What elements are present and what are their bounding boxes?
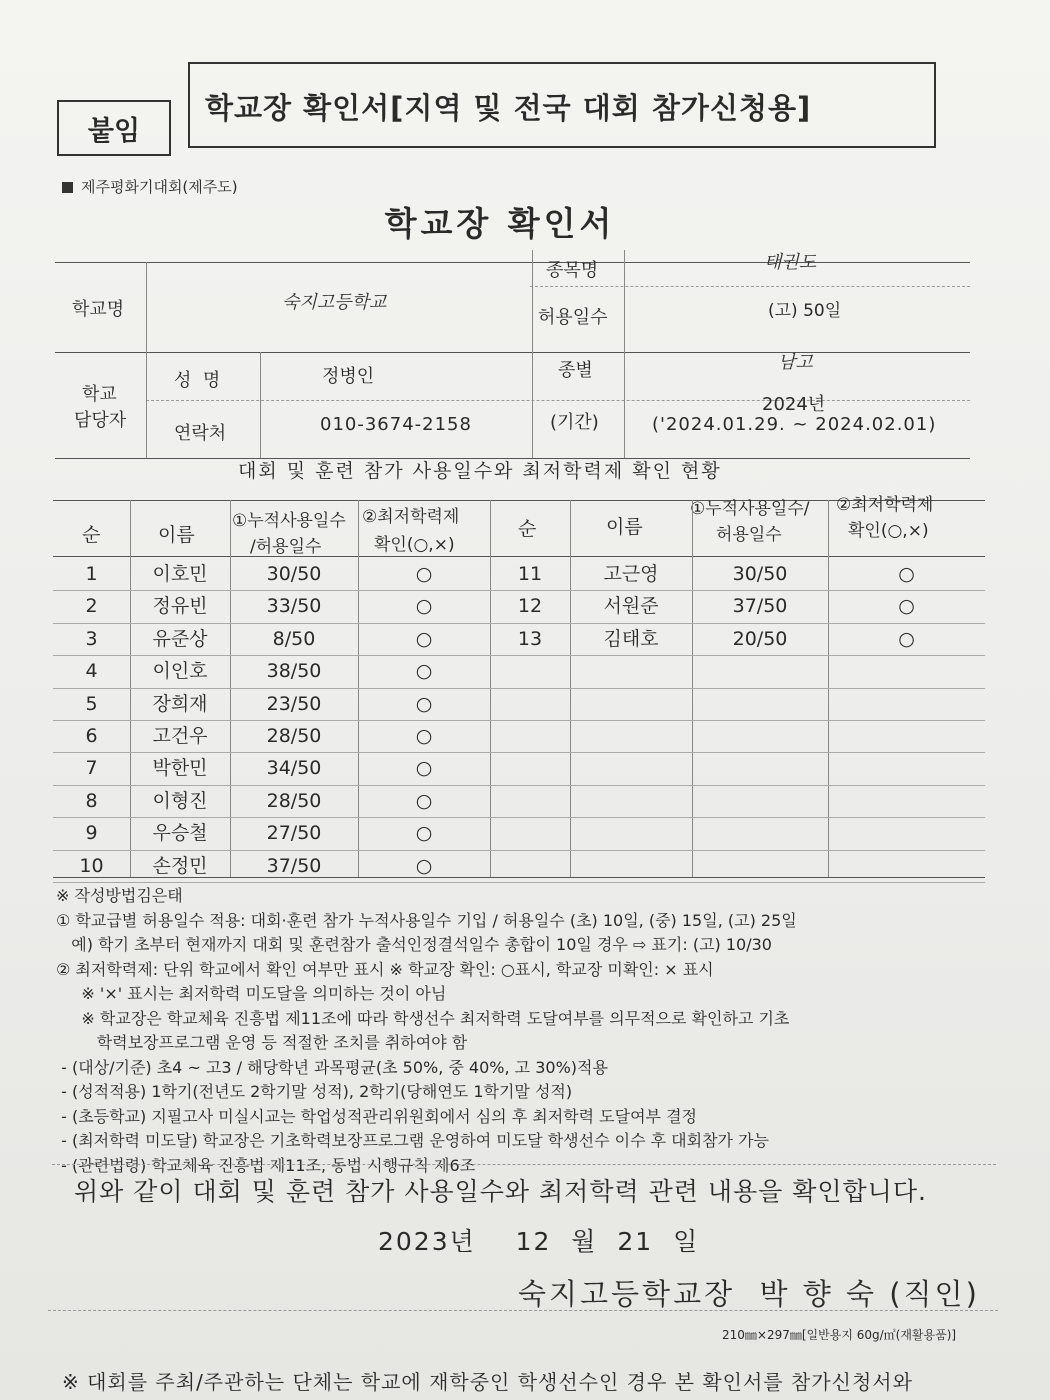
cell-no-right: 13 — [517, 627, 543, 650]
paper-spec: 210㎜×297㎜[일반용지 60g/㎡(재활용품)] — [722, 1328, 957, 1342]
cell-check: ○ — [415, 822, 433, 845]
date-day-unit: 일 — [673, 1227, 700, 1256]
cell-check: ○ — [415, 627, 433, 650]
period-year: 2024년 — [762, 394, 826, 415]
cell-name: 우승철 — [152, 822, 208, 845]
cell-check: ○ — [415, 757, 433, 780]
cell-days: 34/50 — [266, 757, 322, 780]
instruction-line: 예) 학기 초부터 현재까지 대회 및 훈련참가 출석인정결석일수 총합이 10일 경우 ⇨ 표기: (고) 10/30 — [56, 935, 772, 954]
table-row — [53, 623, 985, 656]
school-value: 숙지고등학교 — [282, 292, 387, 313]
cell-no: 1 — [85, 563, 98, 585]
confirm-statement: 위와 같이 대회 및 훈련 참가 사용일수와 최저학력 관련 내용을 확인합니다. — [74, 1177, 927, 1206]
instruction-line: - (성적적용) 1학기(전년도 2학기말 성적), 2학기(당해연도 1학기말 성적) — [56, 1082, 573, 1101]
cell-no: 4 — [85, 660, 98, 683]
cell-check: ○ — [415, 725, 433, 747]
col-header-name: 이름 — [158, 524, 195, 546]
col-header-check-right-2: 확인(○,×) — [848, 521, 929, 541]
cell-name-right: 서원준 — [603, 595, 659, 618]
col-header-no-right: 순 — [518, 518, 537, 540]
info-line — [55, 352, 970, 353]
col-header-no: 순 — [82, 524, 101, 546]
info-divider — [624, 250, 625, 458]
cell-no: 7 — [85, 757, 98, 780]
footer-note: ※ 대회를 주최/주관하는 단체는 학교에 재학중인 학생선수인 경우 본 확인서를 참가신청서와 — [62, 1370, 913, 1394]
date-day: 21 — [617, 1227, 654, 1256]
instruction-line: ※ 작성방법김은태 — [56, 886, 183, 905]
cell-days: 28/50 — [266, 789, 322, 812]
table-row — [53, 688, 985, 721]
sport-value: 태권도 — [764, 252, 817, 273]
allowed-label: 허용일수 — [538, 307, 608, 328]
info-line — [146, 400, 970, 401]
cell-name-right: 고근영 — [603, 563, 659, 585]
cell-name: 장희재 — [152, 692, 208, 715]
col-header-days-1: ①누적사용일수 — [232, 511, 346, 531]
cell-days-right: 30/50 — [732, 563, 788, 585]
issue-date — [378, 1222, 699, 1258]
cell-days: 33/50 — [266, 595, 322, 618]
instruction-line: ① 학교급별 허용일수 적용: 대회·훈련 참가 누적사용일수 기입 / 허용일수 (초) 10일, (중) 15일, (고) 25일 — [56, 910, 797, 930]
cell-name: 손정민 — [152, 854, 208, 877]
cell-no: 3 — [85, 627, 98, 650]
col-header-check-right-1: ②최저학력제 — [836, 495, 934, 515]
name-label: 성 명 — [174, 370, 221, 391]
cell-days: 27/50 — [266, 822, 322, 845]
col-header-days-right-2: 허용일수 — [716, 525, 782, 545]
cell-days: 8/50 — [272, 627, 316, 650]
cell-check-right: ○ — [898, 563, 915, 585]
instructions — [56, 884, 996, 1178]
instruction-line: - (최저학력 미도달) 학교장은 기초학력보장프로그램 운영하여 미도달 학생선수 이수 후 대회참가 가능 — [56, 1131, 769, 1150]
col-header-check-2: 확인(○,×) — [374, 535, 455, 555]
table-row — [53, 655, 985, 688]
cell-name: 박한민 — [152, 757, 208, 780]
cell-days-right: 37/50 — [732, 595, 788, 618]
cell-no: 9 — [85, 822, 98, 845]
square-bullet-icon — [62, 182, 73, 193]
cell-check: ○ — [415, 789, 433, 812]
name-value: 정병인 — [322, 366, 375, 387]
instruction-line: - (대상/기준) 초4 ~ 고3 / 해당학년 과목평균(초 50%, 중 40%, 고 30%)적용 — [56, 1057, 608, 1077]
cell-check: ○ — [415, 660, 433, 683]
info-divider — [146, 262, 147, 458]
col-header-name-right: 이름 — [606, 516, 643, 538]
cell-check-right: ○ — [898, 595, 915, 618]
cell-no: 5 — [85, 692, 98, 715]
cell-no: 8 — [85, 789, 98, 812]
table-row — [53, 817, 985, 850]
col-header-check-1: ②최저학력제 — [362, 507, 460, 527]
table-row — [53, 720, 985, 753]
cell-name: 이호민 — [152, 563, 208, 585]
principal-signature: 숙지고등학교장 박 향 숙 (직인) — [518, 1277, 980, 1311]
table-row — [53, 850, 985, 883]
attachment-label: 붙임 — [57, 100, 171, 156]
signature-separator — [48, 1310, 998, 1311]
notes-separator — [52, 1164, 996, 1165]
cell-name: 정유빈 — [152, 595, 208, 618]
sport-label: 종목명 — [546, 260, 599, 281]
instruction-line: ※ '×' 표시는 최저학력 미도달을 의미하는 것이 아님 — [56, 984, 447, 1003]
cell-no-right: 12 — [517, 595, 543, 618]
cell-check: ○ — [415, 595, 433, 618]
cell-no: 2 — [85, 595, 98, 618]
cell-days: 23/50 — [266, 692, 322, 715]
school-label: 학교명 — [72, 299, 125, 320]
contact-label-1: 학교 — [82, 384, 117, 405]
cell-no: 10 — [79, 854, 104, 877]
cell-no-right: 11 — [517, 563, 543, 585]
col-header-days-2: /허용일수 — [250, 537, 322, 557]
table-header-line — [53, 556, 985, 557]
instruction-line: ※ 학교장은 학교체육 진흥법 제11조에 따라 학생선수 최저학력 도달여부를 의무적으로 확인하고 기초 — [56, 1008, 790, 1028]
date-year: 2023년 — [378, 1227, 476, 1256]
cell-check: ○ — [415, 692, 433, 715]
cell-name: 이형진 — [152, 789, 208, 812]
period-label: (기간) — [550, 412, 599, 433]
table-row — [53, 558, 985, 591]
header-title: 학교장 확인서[지역 및 전국 대회 참가신청용] — [205, 91, 812, 125]
info-divider — [532, 250, 533, 458]
gender-label: 종별 — [558, 360, 593, 381]
cell-days: 28/50 — [266, 725, 322, 747]
cell-days: 37/50 — [266, 854, 322, 877]
phone-value: 010-3674-2158 — [320, 414, 472, 435]
table-row — [53, 785, 985, 818]
cell-days-right: 20/50 — [732, 627, 788, 650]
instruction-line: - (관련법령) 학교체육 진흥법 제11조, 동법 시행규칙 제6조 — [56, 1155, 476, 1175]
cell-check: ○ — [415, 563, 433, 585]
event-name — [62, 176, 238, 197]
date-month-unit: 월 — [571, 1227, 598, 1256]
cell-no: 6 — [85, 725, 98, 747]
instruction-line: - (초등학교) 지필고사 미실시교는 학업성적관리위원회에서 심의 후 최저학력 도달여부 결정 — [56, 1106, 697, 1126]
cell-name: 고건우 — [152, 725, 208, 747]
cell-check-right: ○ — [898, 627, 915, 650]
cell-days: 38/50 — [266, 660, 322, 683]
gender-value: 남고 — [778, 352, 813, 373]
col-header-days-right-1: ①누적사용일수/ — [690, 499, 810, 519]
cell-name: 이인호 — [152, 660, 208, 683]
cell-name: 유준상 — [152, 627, 208, 650]
cell-check: ○ — [415, 854, 433, 877]
cell-name-right: 김태호 — [603, 627, 659, 650]
info-line — [530, 286, 970, 287]
doc-title: 학교장 확인서 — [384, 204, 616, 243]
contact-label-2: 담당자 — [74, 410, 127, 431]
info-top-line — [55, 262, 970, 263]
cell-days: 30/50 — [266, 563, 322, 585]
date-month: 12 — [515, 1227, 552, 1256]
instruction-line: ② 최저학력제: 단위 학교에서 확인 여부만 표시 ※ 학교장 확인: ○표시, 학교장 미확인: × 표시 — [56, 959, 714, 979]
section-title: 대회 및 훈련 참가 사용일수와 최저학력제 확인 현황 — [238, 460, 722, 482]
event-text: 제주평화기대회(제주도) — [81, 178, 238, 196]
info-divider — [260, 352, 261, 458]
table-row — [53, 752, 985, 785]
table-row — [53, 590, 985, 623]
phone-label: 연락처 — [174, 423, 227, 444]
period-range: ('2024.01.29. ~ 2024.02.01) — [652, 414, 937, 435]
allowed-value: (고) 50일 — [768, 301, 842, 321]
instruction-line: 학력보장프로그램 운영 등 적절한 조치를 취하여야 함 — [56, 1033, 468, 1052]
